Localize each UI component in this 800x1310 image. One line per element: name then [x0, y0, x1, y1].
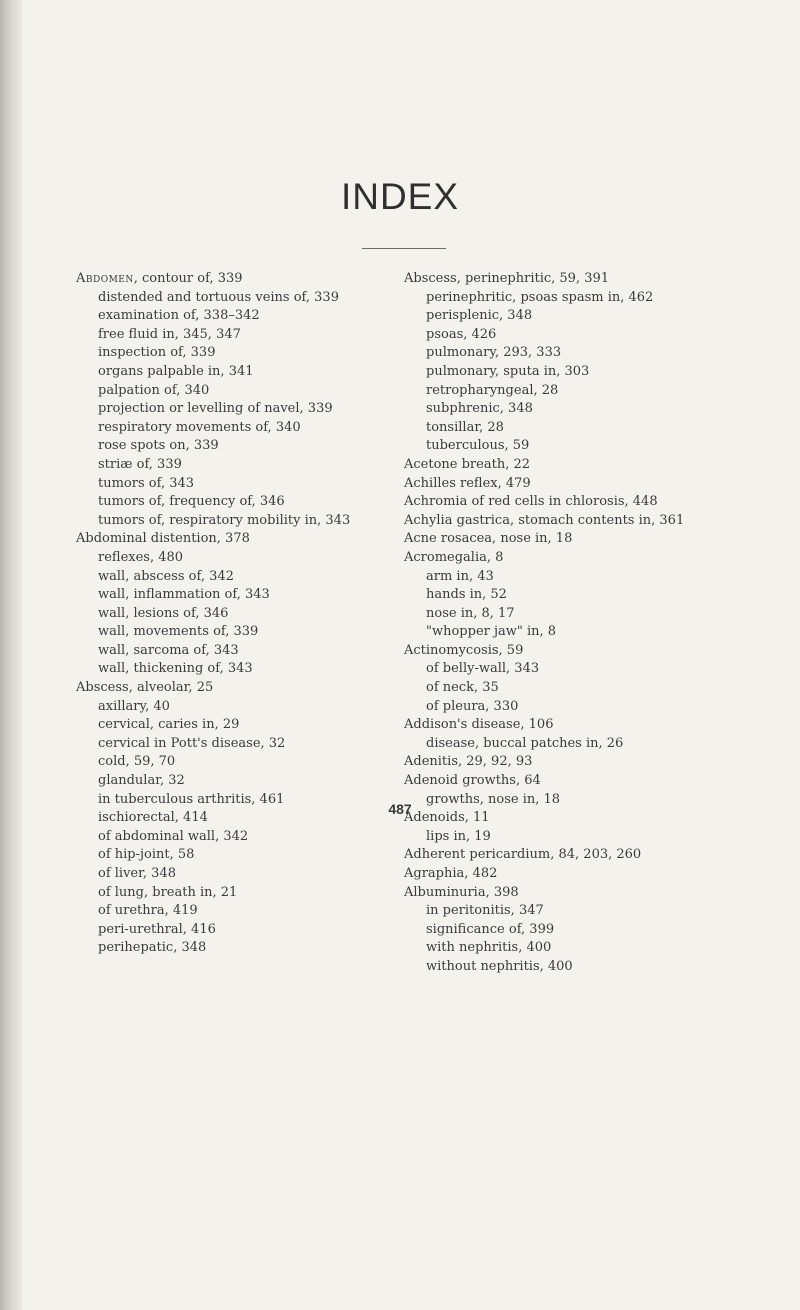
index-entry: without nephritis, 400	[426, 958, 573, 974]
index-entry: tuberculous, 59	[426, 438, 530, 454]
index-entry: subphrenic, 348	[426, 401, 533, 417]
index-entry: cold, 59, 70	[98, 754, 176, 770]
index-entry: growths, nose in, 18	[426, 791, 561, 807]
index-heading: Adherent pericardium, 84, 203, 260	[404, 847, 642, 863]
index-entry: respiratory movements of, 340	[98, 419, 301, 435]
index-heading: Acne rosacea, nose in, 18	[404, 531, 573, 547]
index-heading: Adenoids, 11	[404, 810, 490, 826]
index-entry: in tuberculous arthritis, 461	[98, 791, 285, 807]
index-entry: disease, buccal patches in, 26	[426, 735, 624, 751]
index-entry	[404, 549, 784, 568]
index-entry: arm in, 43	[426, 568, 494, 584]
index-entry	[404, 530, 784, 549]
index-entry: of pleura, 330	[426, 698, 519, 714]
index-entry	[404, 270, 784, 289]
index-heading: Acromegalia, 8	[404, 549, 504, 565]
index-entry: wall, abscess of, 342	[98, 568, 234, 584]
page-title: INDEX	[340, 176, 460, 217]
index-heading: Adenitis, 29, 92, 93	[404, 754, 533, 770]
index-heading: Albuminuria, 398	[404, 884, 519, 900]
index-entry: palpation of, 340	[98, 382, 210, 398]
index-entry: pulmonary, 293, 333	[426, 345, 562, 361]
index-entry	[404, 456, 784, 475]
index-heading: Agraphia, 482	[404, 866, 498, 881]
index-entry: significance of, 399	[426, 921, 555, 937]
page-number: 487	[388, 801, 412, 817]
index-entry: projection or levelling of navel, 339	[98, 401, 333, 417]
index-column-left	[76, 270, 431, 958]
index-entry: tumors of, frequency of, 346	[98, 494, 285, 510]
index-heading: Achromia of red cells in chlorosis, 448	[404, 494, 658, 510]
index-entry: retropharyngeal, 28	[426, 382, 559, 398]
index-entry	[404, 884, 784, 903]
index-heading: Addison's disease, 106	[404, 717, 554, 733]
index-heading: Abdomen	[76, 271, 134, 286]
index-entry: axillary, 40	[98, 698, 170, 714]
index-entry: nose in, 8, 17	[426, 605, 515, 621]
index-heading: Abscess, perinephritic, 59, 391	[404, 271, 610, 286]
index-entry: cervical in Pott's disease, 32	[98, 735, 286, 751]
index-heading: Achilles reflex, 479	[404, 475, 531, 491]
index-entry: of hip-joint, 58	[98, 847, 195, 863]
index-entry: glandular, 32	[98, 773, 185, 789]
index-heading: Abdominal distention, 378	[76, 531, 250, 547]
index-entry	[404, 475, 784, 494]
index-entry: perisplenic, 348	[426, 308, 533, 324]
index-entry	[404, 772, 784, 791]
index-entry: organs palpable in, 341	[98, 363, 254, 379]
index-heading: Actinomycosis, 59	[404, 642, 524, 658]
index-entry	[404, 846, 784, 865]
index-column-right	[404, 270, 784, 977]
index-entry	[76, 530, 431, 549]
index-entry: of lung, breath in, 21	[98, 884, 238, 900]
index-entry: ischiorectal, 414	[98, 810, 208, 826]
index-entry	[404, 753, 784, 772]
index-entry	[404, 512, 784, 531]
index-entry: lips in, 19	[426, 828, 491, 844]
index-entry: of belly-wall, 343	[426, 661, 540, 677]
index-entry: rose spots on, 339	[98, 438, 219, 454]
index-entry: with nephritis, 400	[426, 940, 552, 956]
index-heading: Acetone breath, 22	[404, 456, 530, 472]
index-entry: inspection of, 339	[98, 345, 216, 361]
index-entry: "whopper jaw" in, 8	[426, 624, 557, 640]
index-entry	[404, 716, 784, 735]
index-entry: in peritonitis, 347	[426, 903, 544, 919]
index-entry	[404, 642, 784, 661]
index-entry	[404, 865, 784, 884]
index-entry: distended and tortuous veins of, 339	[98, 289, 339, 305]
index-entry: tumors of, respiratory mobility in, 343	[98, 512, 351, 528]
index-entry: wall, thickening of, 343	[98, 661, 253, 677]
index-heading: Abscess, alveolar, 25	[76, 680, 214, 696]
index-entry: pulmonary, sputa in, 303	[426, 363, 590, 379]
index-entry: of urethra, 419	[98, 903, 198, 919]
index-entry: striæ of, 339	[98, 456, 182, 472]
index-locator: , contour of, 339	[133, 271, 243, 286]
index-entry: peri-urethral, 416	[98, 921, 216, 937]
index-entry: free fluid in, 345, 347	[98, 326, 241, 342]
index-entry: cervical, caries in, 29	[98, 717, 240, 733]
index-entry: psoas, 426	[426, 326, 497, 342]
index-heading: Adenoid growths, 64	[404, 773, 541, 789]
index-entry: of abdominal wall, 342	[98, 828, 249, 844]
index-entry: hands in, 52	[426, 587, 507, 603]
title-rule	[362, 248, 446, 249]
index-entry: of neck, 35	[426, 680, 499, 696]
index-entry	[76, 679, 431, 698]
index-entry: of liver, 348	[98, 866, 176, 881]
index-entry: wall, lesions of, 346	[98, 605, 229, 621]
index-entry: wall, inflammation of, 343	[98, 587, 270, 603]
index-entry: reflexes, 480	[98, 549, 184, 565]
index-entry: examination of, 338–342	[98, 308, 260, 324]
index-entry: wall, movements of, 339	[98, 624, 259, 640]
index-entry	[76, 270, 431, 289]
index-entry: wall, sarcoma of, 343	[98, 642, 239, 658]
index-entry: perinephritic, psoas spasm in, 462	[426, 289, 654, 305]
index-entry: tonsillar, 28	[426, 419, 504, 435]
index-heading: Achylia gastrica, stomach contents in, 361	[404, 512, 685, 528]
index-entry	[404, 493, 784, 512]
index-entry: perihepatic, 348	[98, 940, 207, 956]
index-entry: tumors of, 343	[98, 475, 195, 491]
